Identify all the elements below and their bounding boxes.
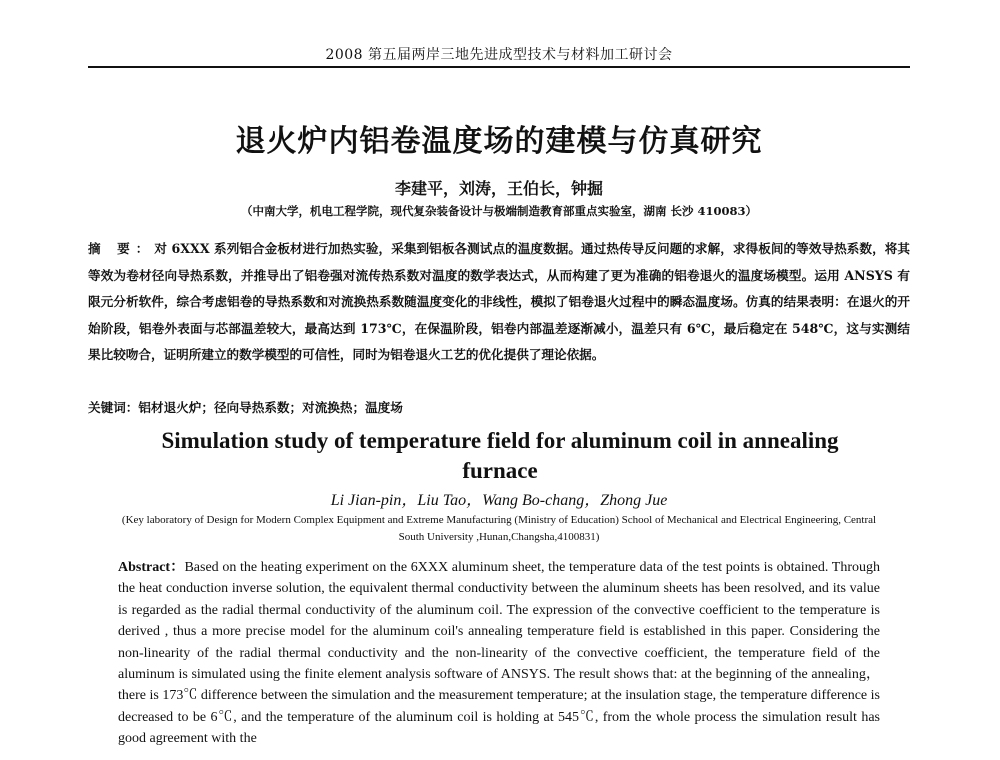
- english-abstract-text: Based on the heating experiment on the 6XXX aluminum sheet, the temperature data of the test points is obtained. Through the heat conduction inverse solution, the equivalent thermal conductivity between the aluminum sheets has been resolved, and its value is regarded as the radial thermal conductivity of the aluminum coil. The expression of the convective coefficient to the temperature is derived , thus a more precise model for the aluminum coil's annealing temperature field is established in this paper. Considering the non-linearity of the radial thermal conductivity and the non-linearity of the convective coefficient, the temperature field of the aluminum is simulated using the finite element analysis software of ANSYS. The result shows that: at the beginning of the annealing， there is 173℃ difference between the simulation and the measurement temperature; at the insulation stage, the temperature difference is decreased to be 6℃, and the temperature of the aluminum coil is holding at 545℃, from the whole process the simulation result has good agreement with the: [118, 560, 880, 747]
- chinese-title: 退火炉内铝卷温度场的建模与仿真研究: [235, 124, 763, 159]
- english-abstract-label: Abstract：: [118, 560, 185, 575]
- english-title: Simulation study of temperature field for aluminum coil in annealing furnace: [161, 428, 839, 483]
- chinese-keywords-text: 铝材退火炉；径向导热系数；对流换热；温度场: [138, 400, 403, 415]
- chinese-authors: 李建平，刘涛，王伯长，钟掘: [394, 179, 603, 198]
- english-authors: Li Jian-pin，Liu Tao，Wang Bo-chang，Zhong Jue: [330, 492, 668, 509]
- running-header: 2008 第五届两岸三地先进成型技术与材料加工研讨会: [325, 47, 673, 63]
- chinese-abstract-label: 摘 要：: [88, 241, 155, 256]
- chinese-abstract: [88, 236, 910, 369]
- chinese-keywords: [88, 397, 910, 416]
- chinese-keywords-label: 关键词：: [88, 400, 139, 415]
- english-abstract: [118, 557, 880, 750]
- english-affiliation: (Key laboratory of Design for Modern Complex Equipment and Extreme Manufacturing (Ministry of Education) School of Mechanical and Electrical Engineering, Central South University ,Hunan,Changsha,4100831): [121, 514, 877, 543]
- chinese-affiliation: （中南大学，机电工程学院，现代复杂装备设计与极端制造教育部重点实验室，湖南 长沙 410083）: [240, 204, 757, 218]
- header-rule: [88, 66, 910, 68]
- chinese-abstract-text: 对 6XXX 系列铝合金板材进行加热实验，采集到铝板各测试点的温度数据。通过热传导反问题的求解，求得板间的等效导热系数，将其等效为卷材径向导热系数，并推导出了铝卷强对流传热系数对温度的数学表达式，从而构建了更为准确的铝卷退火的温度场模型。运用 ANSYS 有限元分析软件，综合考虑铝卷的导热系数和对流换热系数随温度变化的非线性，模拟了铝卷退火过程中的瞬态温度场。仿真的结果表明：在退火的开始阶段，铝卷外表面与芯部温差较大，最高达到 173℃，在保温阶段，铝卷内部温差逐渐减小，温差只有 6℃，最后稳定在 548℃，这与实测结果比较吻合，证明所建立的数学模型的可信性，同时为铝卷退火工艺的优化提供了理论依据。: [88, 241, 910, 362]
